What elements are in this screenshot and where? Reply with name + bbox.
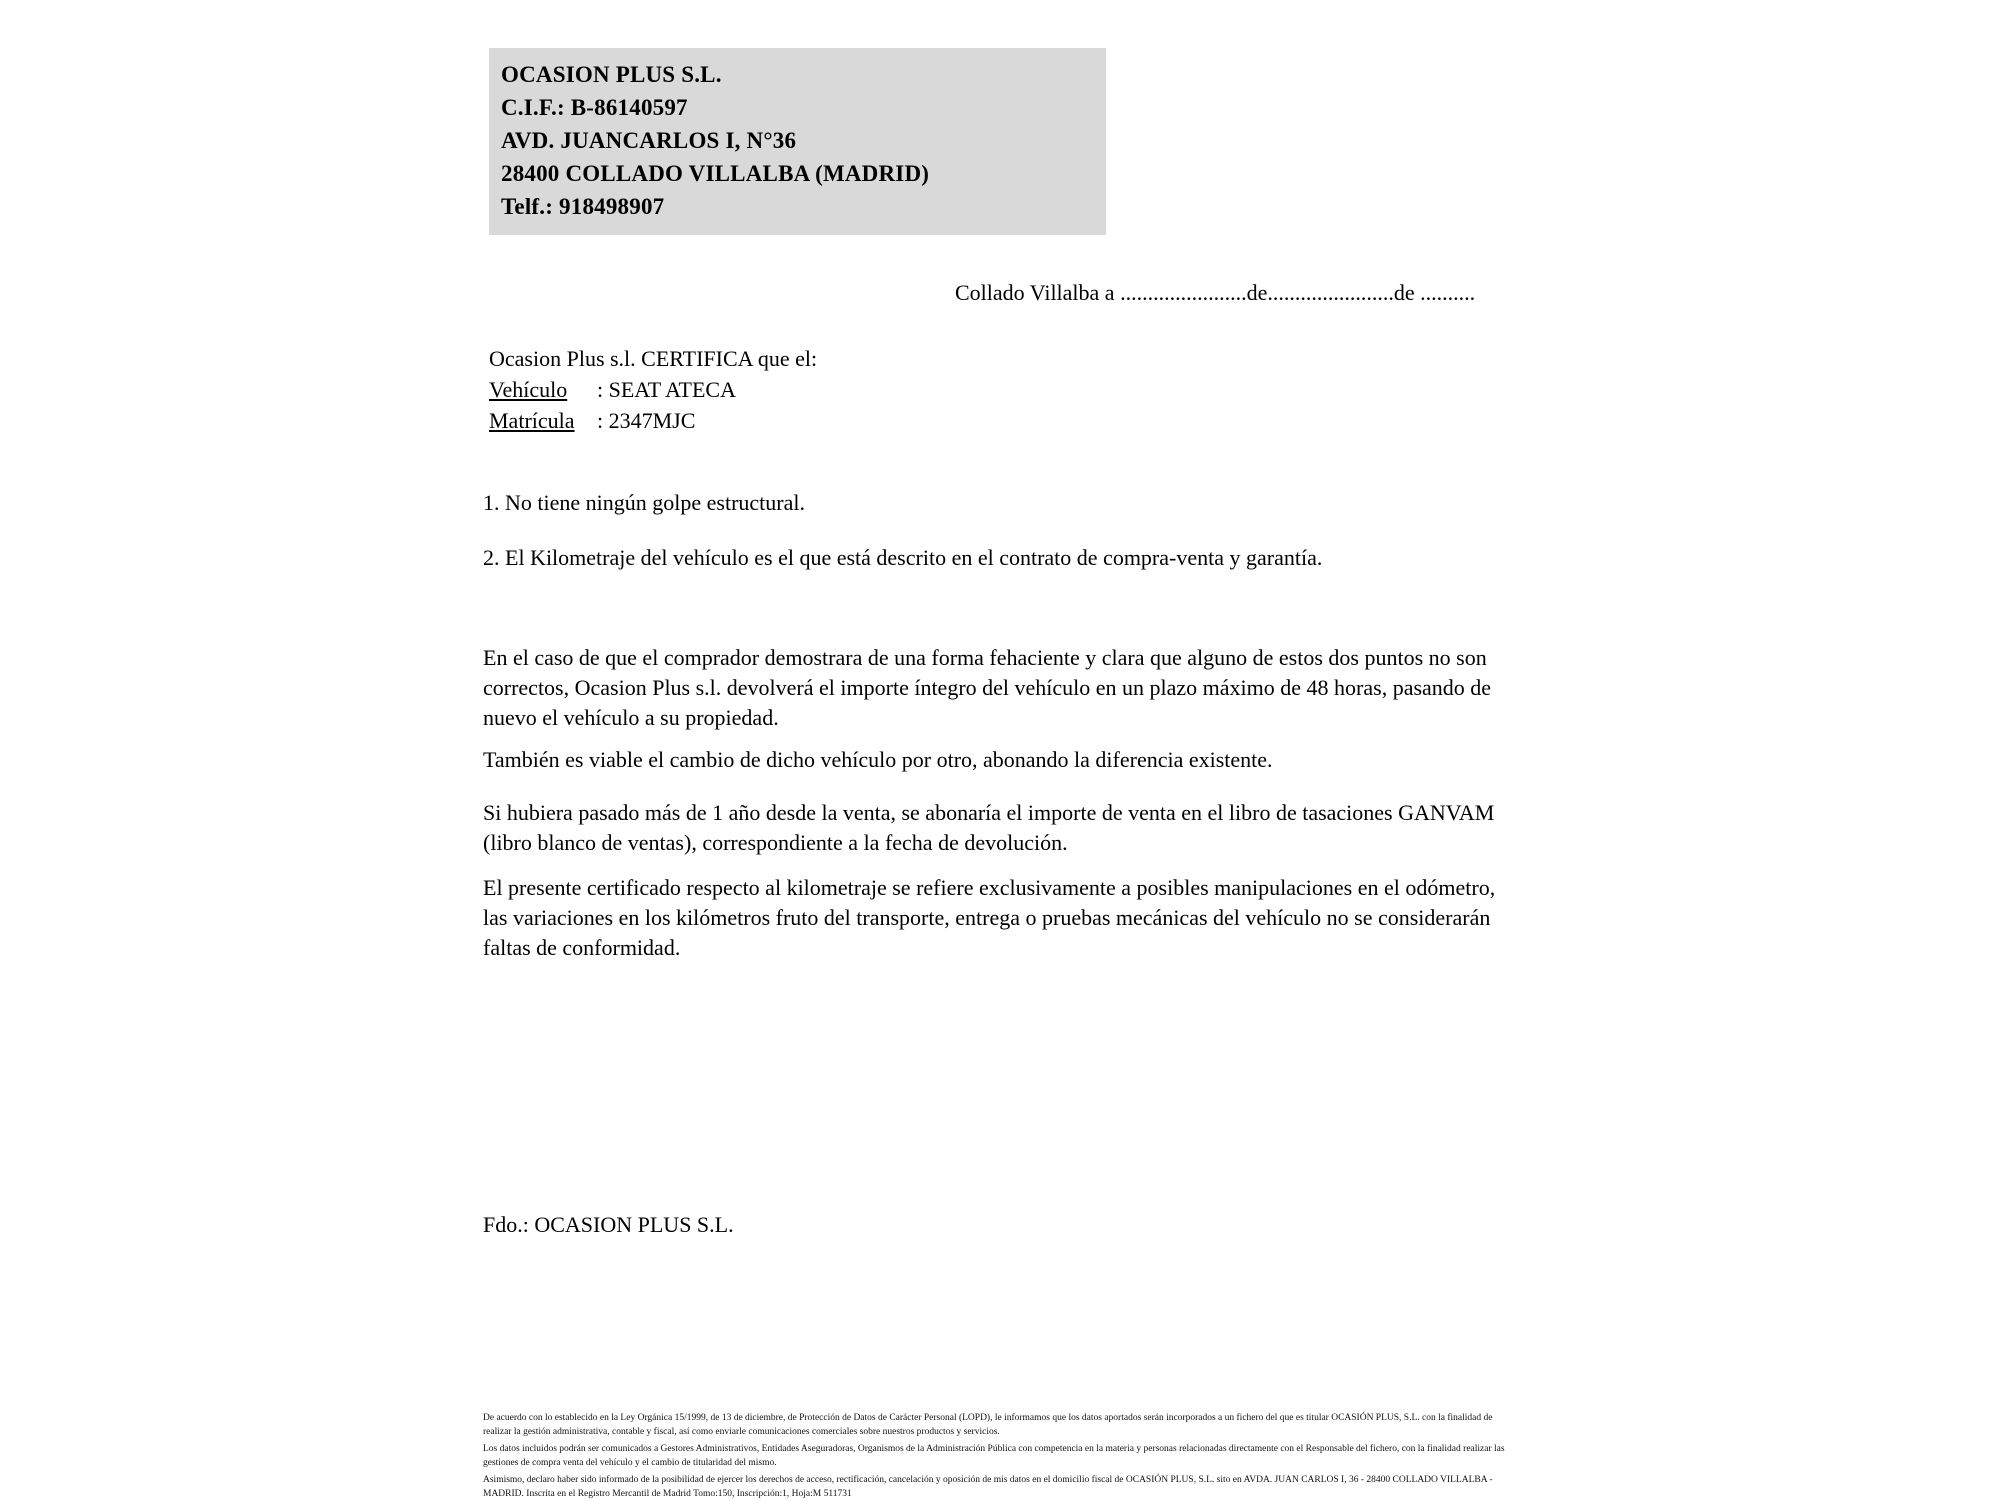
legal-line-1: De acuerdo con lo establecido en la Ley Orgánica 15/1999, de 13 de diciembre, de Protección de Datos de Carácter Personal (LOPD), le informamos que los datos aportados serán incorporados a un fichero del que es titular OCASIÓN PLUS, S.L. con la finalidad de realizar la gestión administrativa, contable y fiscal, así como enviarle comunicaciones comerciales sobre nuestros productos y servicios. (483, 1413, 1493, 1437)
vehicle-label: Vehículo (489, 377, 568, 402)
legal-footnote (483, 1412, 1523, 1501)
point-1: 1. No tiene ningún golpe estructural. (483, 490, 805, 515)
company-address: AVD. JUANCARLOS I, N°36 (501, 128, 797, 153)
signature-line: Fdo.: OCASION PLUS S.L. (483, 1212, 734, 1237)
plate-value: : 2347MJC (597, 408, 696, 433)
plate-row (489, 405, 817, 436)
paragraph-ganvam-valuation: Si hubiera pasado más de 1 año desde la venta, se abonaría el importe de venta en el libro de tasaciones GANVAM (libro blanco de ventas), correspondiente a la fecha de devolución. (483, 800, 1495, 855)
certifica-block (489, 343, 817, 436)
paragraph-vehicle-exchange: También es viable el cambio de dicho vehículo por otro, abonando la diferencia existente. (483, 747, 1273, 772)
letterhead-block (489, 48, 1106, 235)
company-cif: C.I.F.: B-86140597 (501, 95, 688, 120)
paragraph-odometer-scope: El presente certificado respecto al kilometraje se refiere exclusivamente a posibles manipulaciones en el odómetro, las variaciones en los kilómetros fruto del transporte, entrega o pruebas mecánicas del vehículo no se considerarán faltas de conformidad. (483, 875, 1496, 960)
point-2: 2. El Kilometraje del vehículo es el que está descrito en el contrato de compra-venta y garantía. (483, 545, 1323, 570)
vehicle-value: : SEAT ATECA (597, 377, 736, 402)
plate-label: Matrícula (489, 408, 575, 433)
company-name: OCASION PLUS S.L. (501, 62, 722, 87)
legal-line-3: Asimismo, declaro haber sido informado de la posibilidad de ejercer los derechos de acceso, rectificación, cancelación y oposición de mis datos en el domicilio fiscal de OCASIÓN PLUS, S.L. sito en AVDA. JUAN CARLOS I, 36 - 28400 COLLADO VILLALBA - MADRID. Inscrita en el Registro Mercantil de Madrid Tomo:150, Inscripción:1, Hoja:M 511731 (483, 1475, 1493, 1499)
paragraph-refund-terms: En el caso de que el comprador demostrara de una forma fehaciente y clara que alguno de estos dos puntos no son correctos, Ocasion Plus s.l. devolverá el importe íntegro del vehículo en un plazo máximo de 48 horas, pasando de nuevo el vehículo a su propiedad. (483, 645, 1492, 730)
place-and-date-line: Collado Villalba a .......................de.......................de .......... (955, 280, 1476, 305)
certifica-intro: Ocasion Plus s.l. CERTIFICA que el: (489, 346, 818, 371)
company-city: 28400 COLLADO VILLALBA (MADRID) (501, 161, 930, 186)
company-phone: Telf.: 918498907 (501, 194, 665, 219)
legal-line-2: Los datos incluidos podrán ser comunicados a Gestores Administrativos, Entidades Aseguradoras, Organismos de la Administración Pública con competencia en la materia y personas relacionadas directamente con el Responsable del fichero, con la finalidad realizar las gestiones de compra venta del vehículo y el cambio de titularidad del mismo. (483, 1444, 1505, 1468)
vehicle-row (489, 374, 817, 405)
